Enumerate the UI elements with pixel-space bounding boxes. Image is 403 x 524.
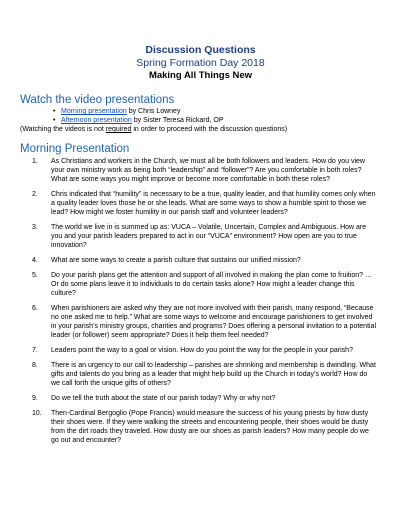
morning-presentation-link[interactable]: Morning presentation — [61, 108, 127, 115]
question-number: 10. — [32, 410, 42, 417]
question-item — [20, 409, 381, 445]
video-note-suffix: in order to proceed with the discussion questions) — [131, 126, 288, 133]
question-number: 9. — [32, 395, 38, 402]
question-text: Do your parish plans get the attention and support of all involved in making the plan come to fruition? … Or do some plans leave it to individuals to do certain tasks alone? How might a leader change this culture? — [51, 272, 373, 297]
question-number: 4. — [32, 257, 38, 264]
question-item — [20, 346, 381, 355]
question-item — [20, 304, 381, 340]
question-number: 1. — [32, 158, 38, 165]
bullet-icon: • — [53, 117, 56, 124]
afternoon-presentation-link[interactable]: Afternoon presentation — [61, 117, 132, 124]
bullet-icon: • — [53, 108, 56, 115]
document-theme: Making All Things New — [148, 70, 253, 81]
question-item — [20, 361, 381, 388]
video-section-heading: Watch the video presentations — [20, 94, 175, 106]
morning-presenter: by Chris Lowney — [126, 108, 181, 115]
question-list — [20, 157, 381, 445]
question-item — [20, 190, 381, 217]
question-text: The world we live in is summed up as: VUCA – Volatile, Uncertain, Complex and Ambiguous. How are you and your parish leaders prepared to act in our “VUCA” environment? How open are you to true innovation? — [51, 224, 367, 249]
question-text: What are some ways to create a parish culture that sustains our unified mission? — [51, 257, 301, 264]
question-number: 3. — [32, 224, 38, 231]
morning-section-heading: Morning Presentation — [20, 143, 130, 155]
question-text: Then-Cardinal Bergoglio (Pope Francis) would measure the success of his young priests by how dusty their shoes were. If they were walking the streets and encountering people, their shoes would be dusty from the dirt roads they traveled. How dusty are our shoes as parish leaders? How many people do we go out and encounter? — [51, 410, 369, 444]
question-text: Chris indicated that “humility” is necessary to be a true, quality leader, and that humility comes only when a quality leader loves those he or she leads. What are some ways to show a humble spirit to those we lead? How might we foster humility in our parish staff and volunteer leaders? — [51, 191, 376, 216]
video-note — [20, 125, 381, 134]
question-text: Leaders point the way to a goal or vision. How do you point the way for the people in your parish? — [51, 347, 353, 354]
question-number: 7. — [32, 347, 38, 354]
video-list — [20, 107, 381, 125]
question-number: 8. — [32, 362, 38, 369]
question-number: 6. — [32, 305, 38, 312]
question-item — [20, 271, 381, 298]
question-text: As Christians and workers in the Church, we must all be both followers and leaders. How do you view your own ministry work as being both “leadership” and “follower”? Are you comfortable in both roles? What are some ways you might improve or become more comfortable in both these roles? — [51, 158, 365, 183]
question-number: 2. — [32, 191, 38, 198]
question-text: There is an urgency to our call to leadership – parishes are shrinking and membership is dwindling. What gifts and talents do you bring as a leader that might help build up the Church in today’s world? How do we call forth the unique gifts of others? — [51, 362, 376, 387]
question-item — [20, 256, 381, 265]
question-item — [20, 157, 381, 184]
video-item-morning — [20, 107, 381, 116]
question-text: When parishioners are asked why they are not more involved with their parish, many respond, “Because no one asked me to help.” What are some ways to welcome and encourage parishioners to get involved in your parish’s ministry groups, charities and programs? Does offering a personal invitation to a potential leader (or follower) seem appropriate? Does it help them feel needed? — [51, 305, 377, 339]
question-number: 5. — [32, 272, 38, 279]
afternoon-presenter: by Sister Teresa Rickard, OP — [131, 117, 224, 124]
video-note-prefix: (Watching the videos is not — [20, 126, 106, 133]
question-item — [20, 223, 381, 250]
video-item-afternoon — [20, 116, 381, 125]
question-text: Do we tell the truth about the state of our parish today? Why or why not? — [51, 395, 276, 402]
document-title: Discussion Questions — [145, 44, 256, 56]
video-note-underlined: required — [105, 126, 132, 133]
document-subtitle: Spring Formation Day 2018 — [136, 57, 265, 69]
document-header — [20, 0, 381, 82]
question-item — [20, 394, 381, 403]
